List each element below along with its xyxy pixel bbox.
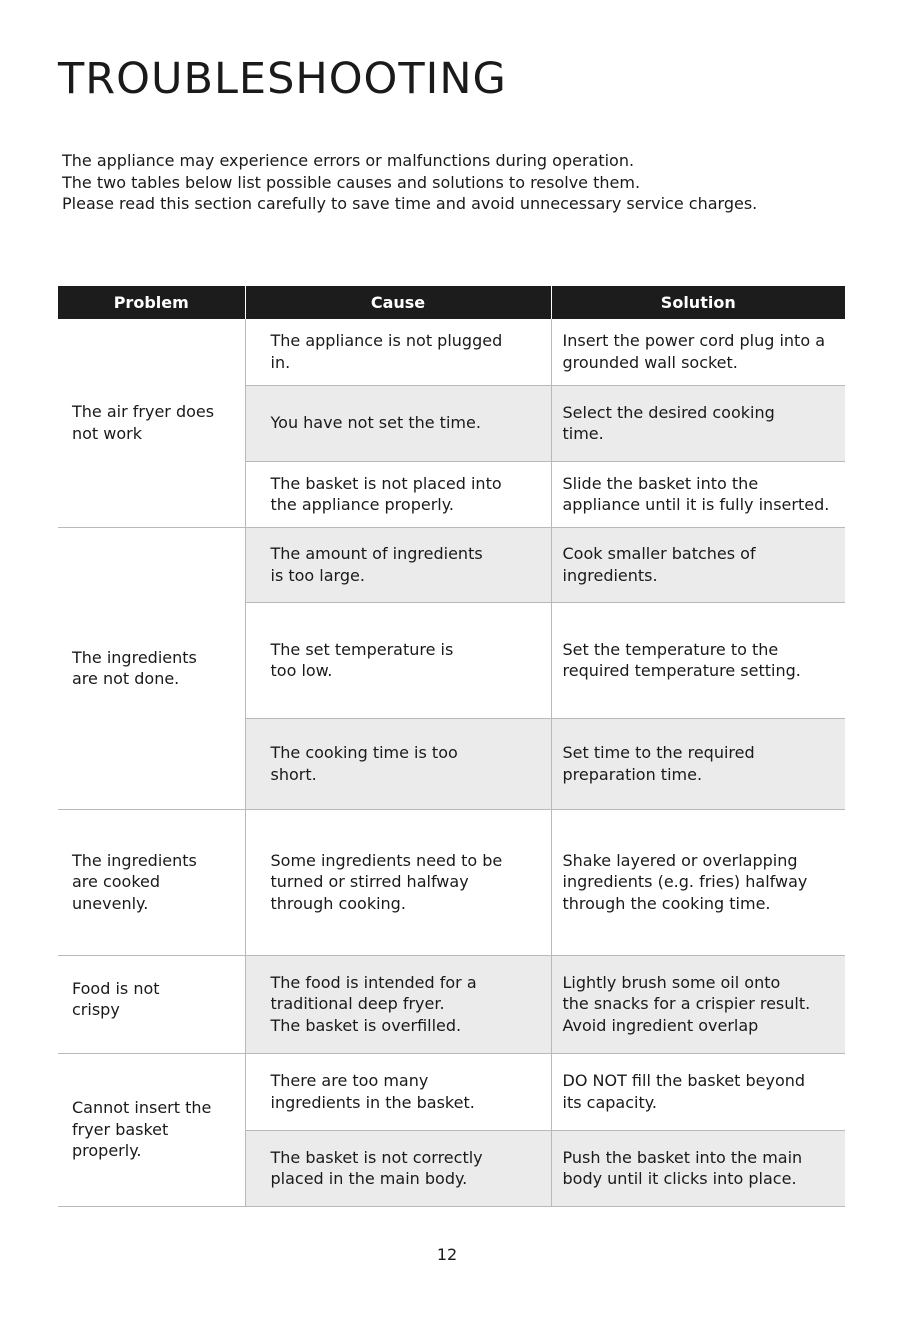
solution-text: Cook smaller batches of [562, 544, 756, 563]
solution-text: ingredients. [562, 565, 658, 585]
troubleshooting-table [58, 286, 845, 1207]
cause-text: traditional deep fryer. [270, 994, 445, 1014]
cause-text: The set temperature is [270, 639, 454, 659]
cause-cell [245, 718, 551, 809]
cause-text: too low. [270, 661, 333, 680]
solution-text: DO NOT fill the basket beyond [562, 1071, 806, 1090]
problem-text: unevenly. [72, 893, 149, 913]
cause-cell [245, 461, 551, 527]
solution-cell [551, 809, 845, 955]
cause-text: You have not set the time. [270, 413, 481, 433]
cause-cell [245, 955, 551, 1053]
cause-text: The appliance is not plugged [270, 331, 503, 351]
problem-text: properly. [72, 1141, 142, 1161]
cause-text: ingredients in the basket. [270, 1092, 475, 1112]
solution-cell [551, 461, 845, 527]
solution-text: ingredients (e.g. fries) halfway [562, 872, 808, 892]
solution-cell [551, 955, 845, 1053]
intro-line: The two tables below list possible causes and solutions to resolve them. [62, 172, 641, 192]
page-title: TROUBLESHOOTING [58, 54, 507, 104]
cause-text: The amount of ingredients [270, 544, 483, 563]
problem-cell [58, 319, 245, 527]
cause-text: The basket is not correctly [270, 1147, 483, 1167]
cause-text: The cooking time is too [270, 743, 458, 762]
cause-text: The basket is not placed into [270, 473, 502, 493]
problem-text: fryer basket [72, 1119, 169, 1139]
cause-cell [245, 1130, 551, 1206]
solution-text: its capacity. [562, 1092, 657, 1112]
solution-cell [551, 319, 845, 385]
cause-text: the appliance properly. [270, 495, 454, 514]
intro-line: The appliance may experience errors or malfunctions during operation. [62, 151, 635, 170]
solution-text: body until it clicks into place. [562, 1169, 797, 1188]
solution-text: Lightly brush some oil onto [562, 972, 781, 992]
problem-text: The ingredients [72, 647, 197, 667]
solution-text: Set time to the required [562, 743, 755, 762]
solution-cell [551, 1053, 845, 1130]
table-row [58, 1053, 845, 1130]
solution-text: Shake layered or overlapping [562, 850, 798, 870]
cause-cell [245, 527, 551, 602]
solution-text: required temperature setting. [562, 661, 801, 680]
problem-text: Cannot insert the [72, 1098, 212, 1118]
header-problem: Problem [58, 286, 245, 319]
table-row [58, 527, 845, 602]
cause-text: Some ingredients need to be [270, 850, 503, 870]
problem-text: are not done. [72, 669, 180, 688]
table-row [58, 809, 845, 955]
table-row [58, 319, 845, 385]
table-header-row [58, 286, 845, 319]
problem-text: Food is not [72, 978, 160, 998]
problem-cell [58, 527, 245, 809]
intro-paragraph [62, 150, 757, 215]
cause-text: through cooking. [270, 893, 406, 913]
solution-text: Insert the power cord plug into a [562, 331, 826, 351]
solution-text: preparation time. [562, 764, 703, 784]
cause-cell [245, 385, 551, 461]
solution-text: Push the basket into the main [562, 1147, 803, 1167]
solution-text: Slide the basket into the [562, 473, 759, 493]
problem-text: The ingredients [72, 850, 197, 870]
cause-text: The food is intended for a [270, 972, 477, 992]
cause-cell [245, 809, 551, 955]
table-row [58, 955, 845, 1053]
cause-text: turned or stirred halfway [270, 872, 469, 892]
header-solution: Solution [551, 286, 845, 319]
cause-cell [245, 1053, 551, 1130]
solution-text: grounded wall socket. [562, 352, 738, 372]
solution-cell [551, 527, 845, 602]
solution-cell [551, 718, 845, 809]
cause-text: is too large. [270, 565, 365, 585]
solution-text: the snacks for a crispier result. [562, 994, 811, 1014]
cause-text: The basket is overfilled. [270, 1015, 462, 1035]
problem-cell [58, 955, 245, 1053]
solution-text: time. [562, 424, 604, 443]
problem-text: not work [72, 423, 143, 443]
solution-cell [551, 1130, 845, 1206]
cause-cell [245, 602, 551, 718]
intro-line: Please read this section carefully to save time and avoid unnecessary service charges. [62, 194, 758, 213]
solution-text: appliance until it is fully inserted. [562, 495, 830, 514]
cause-text: in. [270, 352, 291, 372]
solution-text: through the cooking time. [562, 893, 771, 913]
problem-cell [58, 1053, 245, 1206]
cause-text: short. [270, 764, 317, 784]
solution-cell [551, 602, 845, 718]
page-number: 12 [436, 1245, 458, 1264]
header-cause: Cause [245, 286, 551, 319]
problem-text: The air fryer does [72, 402, 215, 422]
problem-text: are cooked [72, 872, 161, 892]
cause-cell [245, 319, 551, 385]
solution-cell [551, 385, 845, 461]
problem-cell [58, 809, 245, 955]
problem-text: crispy [72, 1000, 120, 1019]
solution-text: Avoid ingredient overlap [562, 1015, 759, 1035]
cause-text: placed in the main body. [270, 1169, 468, 1188]
solution-text: Set the temperature to the [562, 639, 779, 659]
solution-text: Select the desired cooking [562, 402, 775, 422]
cause-text: There are too many [270, 1071, 429, 1090]
